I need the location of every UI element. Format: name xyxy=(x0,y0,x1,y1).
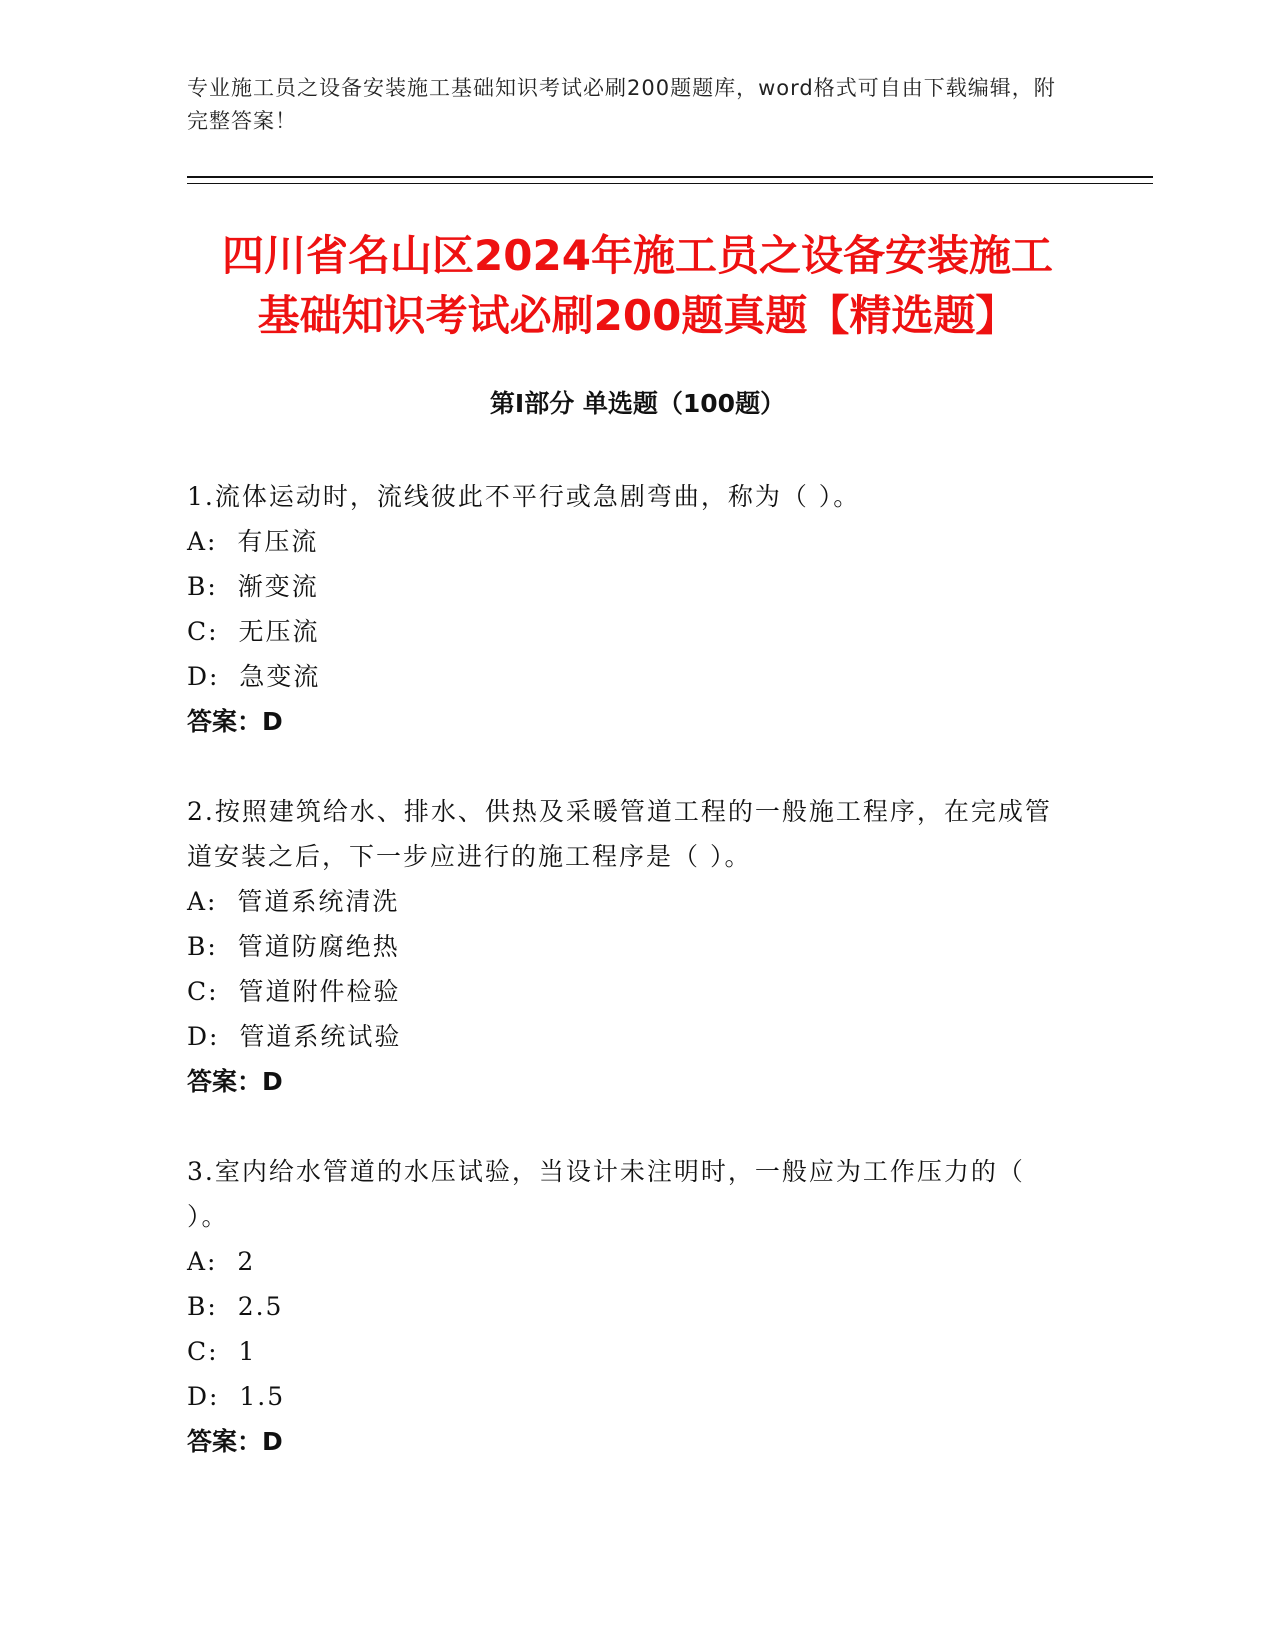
option-c: C: 1 xyxy=(187,1337,257,1366)
option-d: D: 1.5 xyxy=(187,1382,286,1411)
option-d: D: 管道系统试验 xyxy=(187,1022,402,1051)
question-2 xyxy=(187,789,1067,1104)
question-stem: 3.室内给水管道的水压试验，当设计未注明时，一般应为工作压力的（ ）。 xyxy=(187,1157,1025,1231)
question-spacer xyxy=(187,744,1067,789)
option-b: B: 2.5 xyxy=(187,1292,284,1321)
header-rule-thin xyxy=(187,183,1153,184)
header-note: 专业施工员之设备安装施工基础知识考试必刷200题题库，word格式可自由下载编辑，附完整答案！ xyxy=(187,76,1056,133)
option-b: B: 渐变流 xyxy=(187,572,319,601)
answer: 答案：D xyxy=(187,707,283,736)
section-title: 第Ⅰ部分 单选题（100题） xyxy=(489,389,786,418)
header-rule-thick xyxy=(187,176,1153,178)
question-stem: 1.流体运动时，流线彼此不平行或急剧弯曲，称为（ ）。 xyxy=(187,482,861,511)
question-stem: 2.按照建筑给水、排水、供热及采暖管道工程的一般施工程序，在完成管道安装之后，下一步应进行的施工程序是（ ）。 xyxy=(187,797,1052,871)
document-title xyxy=(150,226,1125,346)
document-title-line-1: 四川省名山区2024年施工员之设备安装施工 xyxy=(222,231,1053,280)
option-b: B: 管道防腐绝热 xyxy=(187,932,400,961)
option-a: A: 2 xyxy=(187,1247,256,1276)
question-spacer xyxy=(187,1104,1067,1149)
option-a: A: 有压流 xyxy=(187,527,319,556)
document-title-line-2: 基础知识考试必刷200题真题【精选题】 xyxy=(257,291,1018,340)
option-a: A: 管道系统清洗 xyxy=(187,887,400,916)
option-c: C: 管道附件检验 xyxy=(187,977,401,1006)
option-c: C: 无压流 xyxy=(187,617,320,646)
question-list xyxy=(187,474,1067,1464)
question-1 xyxy=(187,474,1067,744)
answer: 答案：D xyxy=(187,1067,283,1096)
question-3 xyxy=(187,1149,1067,1464)
answer: 答案：D xyxy=(187,1427,283,1456)
option-d: D: 急变流 xyxy=(187,662,321,691)
